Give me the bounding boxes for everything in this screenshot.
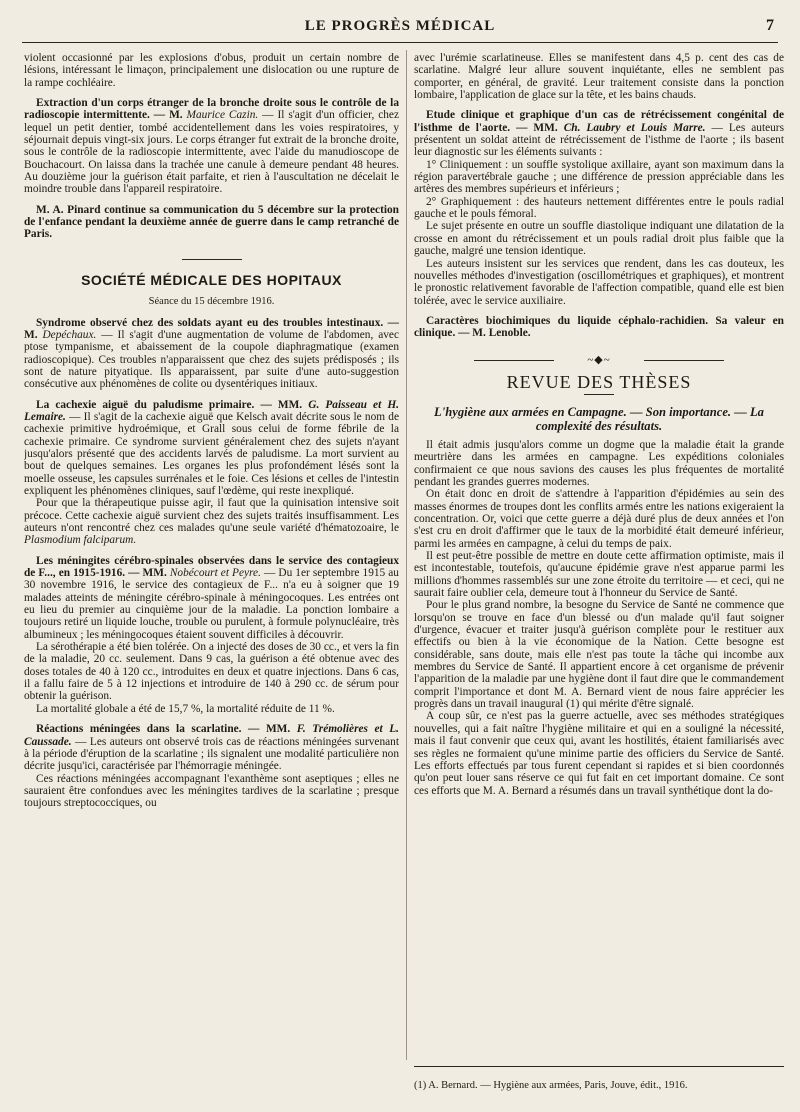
- paragraph: violent occasionné par les explosions d'obus, produit un certain nombre de lésions, intéressant le limaçon, principalement une dislocation ou une rupture de la rampe cochléaire.: [24, 52, 399, 89]
- right-column: [414, 52, 784, 1107]
- article-title: Les méningites cérébro-spinales observées dans le service des contagieux de F..., en 1915-1916. — MM.: [24, 554, 399, 580]
- paragraph-text: Pour que la thérapeutique puisse agir, il faut que la quinisation intensive soit précoce. Cette cachexie aiguë survient chez des sujets traités insuffisamment. Les auteurs n'ont rencontré chez ces malades qu'une seule variété d'hématozoaire, le: [24, 497, 399, 534]
- left-column: [24, 52, 399, 1107]
- article-author: M. A. Pinard: [36, 203, 101, 216]
- paragraph: [24, 497, 399, 546]
- paragraph: Il était admis jusqu'alors comme un dogme que la maladie était la grande meurtrière dans les armées en campagne. Les expéditions coloniales confirmaient ce que nous savions des causes les plus fréquentes de mortalité pendant les grandes guerres modernes.: [414, 438, 784, 488]
- article-title: Extraction d'un corps étranger de la bronche droite sous le contrôle de la radioscopie intermittente. — M.: [24, 97, 399, 122]
- paragraph: Le sujet présente en outre un souffle diastolique indiquant une dilatation de la crosse en amont du rétrécissement et un pouls radial droit plus faible que la gauche, malgré une tension identique.: [414, 220, 784, 258]
- article-author: Ch. Laubry et Louis Marre.: [563, 121, 706, 134]
- article-title: Caractères biochimiques du liquide céphalo-rachidien. Sa valeur en clinique. — M.: [414, 314, 784, 340]
- article-title: Syndrome observé chez des soldats ayant eu des troubles intestinaux. — M.: [24, 316, 399, 341]
- section-title: SOCIÉTÉ MÉDICALE DES HOPITAUX: [81, 271, 342, 288]
- article-author: Depéchaux.: [42, 328, 97, 341]
- article-text: — Il s'agit d'un officier, chez lequel un petit dentier, tombé accidentellement dans les voies respiratoires, y séjournait depuis vingt-six jours. Le corps étranger fut extrait de la bronche droite, sous le contrôle de la radioscopie intermittente, avec l'aide du manudioscope de Bouchacourt. On laissa dans la trachée une canule à demeure pendant 48 heures. Au douzième jour la guérison était parfaite, et rien à l'auscultation ne décelait le moindre trouble dans l'appareil respiratoire.: [24, 109, 399, 196]
- article-author: Lenoble.: [488, 327, 531, 340]
- paragraph: 1° Cliniquement : un souffle systolique axillaire, ayant son maximum dans la région paravertébrale gauche ; une différence de pression appréciable dans les artères des membres supérieurs et inférieurs ;: [414, 158, 784, 196]
- paragraph: La mortalité globale a été de 15,7 %, la mortalité réduite de 11 %.: [36, 702, 335, 715]
- page-header: [22, 14, 778, 43]
- footnote: (1) A. Bernard. — Hygiène aux armées, Paris, Jouve, édit., 1916.: [414, 1080, 688, 1091]
- article-entry: [24, 399, 399, 498]
- column-divider: [406, 50, 407, 1060]
- article-author: Nobécourt et Peyre.: [169, 567, 261, 580]
- page-number: 7: [766, 17, 774, 34]
- separator-rule: [182, 259, 242, 260]
- article-author: G. Paisseau et H. Lemaire.: [24, 398, 399, 423]
- review-heading: L'hygiène aux armées en Campagne. — Son importance. — La complexité des résultats.: [434, 404, 764, 433]
- ornament-line-right: [644, 360, 724, 361]
- paragraph: A coup sûr, ce n'est pas la guerre actuelle, avec ses méthodes stratégiques nouvelles, qui a fait naître l'hygiène militaire et qui en a souligné la nécessité, mais il faut convenir que ceux qui, avant les hostilités, étaient familiarisés avec ses règles ne formaient qu'une minime partie des officiers du Service de Santé. Les efforts effectués par tous furent cependant si rapides et si bien coordonnés qu'on peut louer sans réserve ce qui fut fait en cet important domaine. Ce sont ces efforts que M. A. Bernard a résumés dans un travail synthétique dont la do-: [414, 710, 784, 797]
- species-name: Plasmodium falciparum.: [24, 534, 137, 547]
- paragraph: 2° Graphiquement : des hauteurs nettement différentes entre le pouls radial gauche et le pouls fémoral.: [414, 195, 784, 221]
- section-title: REVUE DES THÈSES: [506, 371, 692, 392]
- article-text: — Il s'agit de la cachexie aiguë que Kelsch avait décrite sous le nom de cachexie primitive hydroémique, et Grall sous celui de forme fébrile de la cachexie primaire. Ce syndrome survient généralement chez des sujets n'ayant jusqu'alors présenté que des accidents larvés de paludisme. La mort survient au bout de quelques semaines. Les organes les plus profondément lésés sont la moelle osseuse, les capsules surrénales et le foie. Ces lésions et celles de l'intestin expliquent les phénomènes cliniques, sauf l'œdème, qui reste inexpliqué.: [24, 410, 399, 497]
- ornament-divider: [414, 354, 784, 366]
- ornament-line-left: [474, 360, 554, 361]
- article-text: — Il s'agit d'une augmentation de volume de l'abdomen, avec ptose tympanisme, et abaissement de la coupole diaphragmatique (examen radioscopique). Ces troubles n'apparaissent que chez des sujets prédisposés ; ils sont de nature pityatique. Ils apparaissent, par suite d'une auto-suggestion consécutive aux phénomènes de colite ou dysentériques initiaux.: [24, 328, 399, 391]
- paragraph: avec l'urémie scarlatineuse. Elles se manifestent dans 4,5 p. cent des cas de scarlatine. Malgré leur allure souvent inquiétante, elles ne semblent pas comporter, en général, de gravité. Leur traitement consiste dans la ponction lombaire, l'application de glace sur la tête, et les bains chauds.: [414, 52, 784, 102]
- article-entry: [24, 204, 399, 241]
- paragraph: La sérothérapie a été bien tolérée. On a injecté des doses de 30 cc., et vers la fin de la maladie, 20 cc. seulement. Dans 9 cas, la guérison a été obtenue avec des doses totales de 40 à 120 cc., introduites en deux et quatre injections. Dans 6 cas, il a fallu faire de 5 à 12 injections et introduire de 140 à 290 cc. de sérum pour obtenir la guérison.: [24, 641, 399, 703]
- article-entry: [414, 109, 784, 158]
- article-entry: [24, 97, 399, 196]
- paragraph: On était donc en droit de s'attendre à l'apparition d'épidémies au sein des masses énormes de troupes dont les conflits armés entre les nations exigeraient la concentration. Or, voici que cette guerre a déjà duré plus de deux années et l'on s'est cru en droit d'affirmer que le taux de la morbidité était demeuré inférieur, parmi les armées en campagne, à celui du temps de paix.: [414, 488, 784, 550]
- article-text: — Du 1er septembre 1915 au 30 novembre 1916, le service des contagieux de F... n'a eu à soigner que 19 malades atteints de méningite cérébro-spinale à méningocoques. Les entrées ont eu lieu du premier au cinquième jour de la maladie. La ponction lombaire a toujours retiré un liquide louche, trouble ou purulent, à formule polynucléaire, très albumineux ; les méningocoques étaient souvent difficiles à découvrir.: [24, 567, 399, 641]
- article-title: Etude clinique et graphique d'un cas de rétrécissement congénital de l'isthme de l'aorte. — MM.: [414, 109, 784, 134]
- journal-title: LE PROGRÈS MÉDICAL: [304, 18, 496, 34]
- article-entry: [24, 723, 399, 772]
- ornament-flourish: ~◆~: [587, 353, 611, 366]
- article-entry: [24, 555, 399, 641]
- article-entry: [24, 317, 399, 391]
- article-author: F. Trémolières et L. Caussade.: [24, 723, 399, 748]
- paragraph: Pour le plus grand nombre, la besogne du Service de Santé ne commence que lorsqu'on se trouve en face d'un blessé ou d'un malade qu'il faut soigner d'urgence, évacuer et traiter jusqu'à guérison complète pour le restituer aux effectifs ou bien à la vie économique de la Nation. Cette besogne est considérable, sans doute, mais elle n'est pas toute la tâche qui incombe aux membres du Service de Santé. Il appartient encore à cet organisme de prévenir l'apparition de la maladie par une hygiène dont il faut dire que le commandement comprit l'importance et dont M. A. Bernard vient de nous faire apprécier les progrès dans un travail inaugural (1) qui mérite d'être signalé.: [414, 599, 784, 711]
- paragraph: Ces réactions méningées accompagnant l'exanthème sont aseptiques ; elles ne sauraient être confondues avec les méningites tardives de la scarlatine ; presque toujours streptococciques, ou: [24, 772, 399, 810]
- paragraph: Il est peut-être possible de mettre en doute cette affirmation optimiste, mais il est incontestable, toutefois, qu'aucune épidémie grave n'est apparue parmi les millions d'hommes rassemblés sur une zone étroite du territoire — et ceci, qui ne saurait faire oublier cela, demeure tout à l'honneur du Service de Santé.: [414, 550, 784, 600]
- session-date: Séance du 15 décembre 1916.: [148, 296, 275, 308]
- paragraph: Les auteurs insistent sur les services que rendent, dans les cas douteux, les nouvelles méthodes d'investigation (oscillométriques et graphiques), et montrent le pronostic relativement favorable de l'affection compatible, quand elle est bien tolérée, avec le service auxiliaire.: [414, 257, 784, 307]
- footnote-rule: [414, 1066, 784, 1067]
- article-author: Maurice Cazin.: [186, 109, 259, 122]
- article-text: continue sa communication du 5 décembre sur la protection de l'enfance pendant la deuxième année de guerre dans le camp retranché de Paris.: [24, 203, 399, 241]
- article-entry: [414, 315, 784, 340]
- separator-rule: [584, 394, 614, 395]
- article-text: — Les auteurs ont observé trois cas de réactions méningées survenant à la période d'éruption de la scarlatine ; ils signalent une modalité particulière non décrite jusqu'ici, caractérisée par l'hémorragie méningée.: [24, 735, 399, 773]
- article-title: La cachexie aiguë du paludisme primaire. — MM.: [36, 398, 303, 411]
- article-text: — Les auteurs présentent un soldat atteint de rétrécissement de l'isthme de l'aorte ; ils basent leur diagnostic sur les éléments suivants :: [414, 121, 784, 159]
- article-title: Réactions méningées dans la scarlatine. — MM.: [36, 723, 291, 736]
